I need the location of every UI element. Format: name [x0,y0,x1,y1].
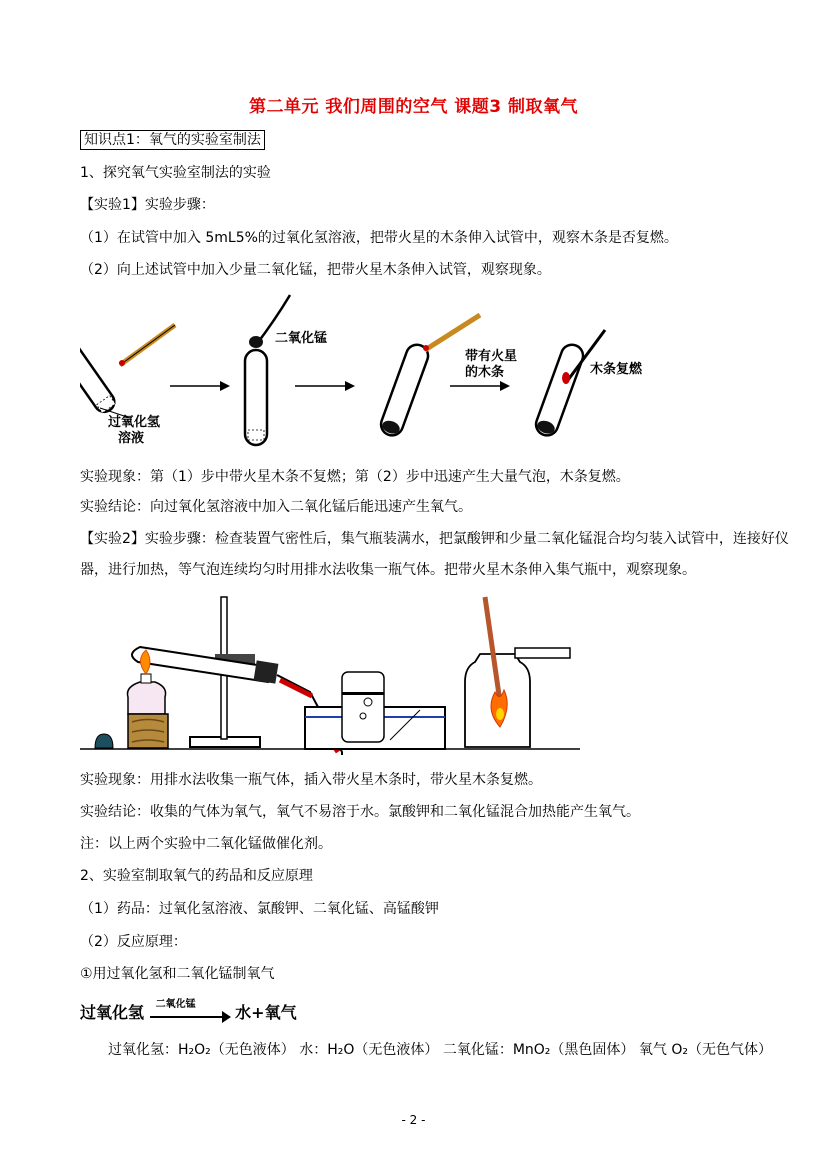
wooden-splint-2 [425,315,480,350]
page-title: 第二单元 我们周围的空气 课题3 制取氧气 [248,97,579,117]
splint-ember-2 [423,345,429,351]
experiment-2-procedure: 【实验2】实验步骤：检查装置气密性后，集气瓶装满水，把氯酸钾和少量二氧化锰混合均匀装入试管中，连接好仪器，进行加热，等气泡连续均匀时用排水法收集一瓶气体。把带火星木条伸入集气瓶中，观察现象。 [80,531,789,578]
equation-products: 水+氧气 [235,1003,297,1022]
test-tube-2 [245,350,267,445]
section-1-heading: 1、探究氧气实验室制法的实验 [80,165,271,181]
equation-catalyst: 二氧化锰 [155,998,196,1010]
experiment-1-figure [80,290,700,450]
label-splint-line2: 的木条 [465,365,505,380]
mno2-powder [249,336,263,348]
experiment-1-heading: 【实验1】实验步骤： [80,197,215,213]
experiment-2-conclusion: 实验结论：收集的气体为氧气，氧气不易溶于水。氯酸钾和二氧化锰混合加热能产生氧气。 [80,804,640,820]
splint-flame-3 [562,372,570,384]
gas-collecting-bottle [342,672,384,742]
experiment-1-phenomenon: 实验现象：第（1）步中带火星木条不复燃；第（2）步中迅速产生大量气泡，木条复燃。 [80,469,630,485]
label-h2o2-line2: 溶液 [118,431,145,446]
substance-descriptions: 过氧化氢：H₂O₂（无色液体） 水：H₂O（无色液体） 二氧化锰：MnO₂（黑色固体） 氧气 O₂（无色气体） [108,1042,772,1058]
test-tube-3 [378,342,431,439]
experiment-1-step-2: （2）向上述试管中加入少量二氧化锰，把带火星木条伸入试管，观察现象。 [80,262,551,278]
experiment-2-phenomenon: 实验现象：用排水法收集一瓶气体，插入带火星木条时，带火星木条复燃。 [80,772,542,788]
reaction-principle: （2）反应原理： [80,934,187,950]
splint-ember-1 [119,360,125,366]
drugs-list: （1）药品：过氧化氢溶液、氯酸钾、二氧化锰、高锰酸钾 [80,901,439,917]
label-mno2: 二氧化锰 [275,331,328,346]
label-relight: 木条复燃 [590,362,643,377]
page-number: - 2 - [401,1113,426,1127]
experiment-1-step-1: （1）在试管中加入 5mL5%的过氧化氢溶液，把带火星的木条伸入试管中，观察木条是否复燃。 [80,230,678,246]
method-1-heading: ①用过氧化氢和二氧化锰制氧气 [80,966,275,982]
equation-arrow [150,998,230,1021]
label-h2o2-line1: 过氧化氢 [108,415,161,430]
catalyst-note: 注：以上两个实验中二氧化锰做催化剂。 [80,836,332,852]
section-2-heading: 2、实验室制取氧气的药品和反应原理 [80,868,313,884]
word-equation [80,1000,297,1023]
test-tube-4 [533,342,586,439]
equation-reactant: 过氧化氢 [80,1003,145,1022]
test-tube-1 [80,322,118,415]
oxygen-bottle [465,648,570,747]
reaction-test-tube [132,647,278,684]
knowledge-point-box: 知识点1：氧气的实验室制法 [80,130,265,150]
experiment-1-conclusion: 实验结论：向过氧化氢溶液中加入二氧化锰后能迅速产生氧气。 [80,499,472,515]
experiment-2-figure [80,592,580,757]
label-splint-line1: 带有火星 [465,349,518,364]
glass-plate [515,648,570,658]
lamp-cap [95,734,113,748]
knowledge-point-heading [80,130,265,150]
